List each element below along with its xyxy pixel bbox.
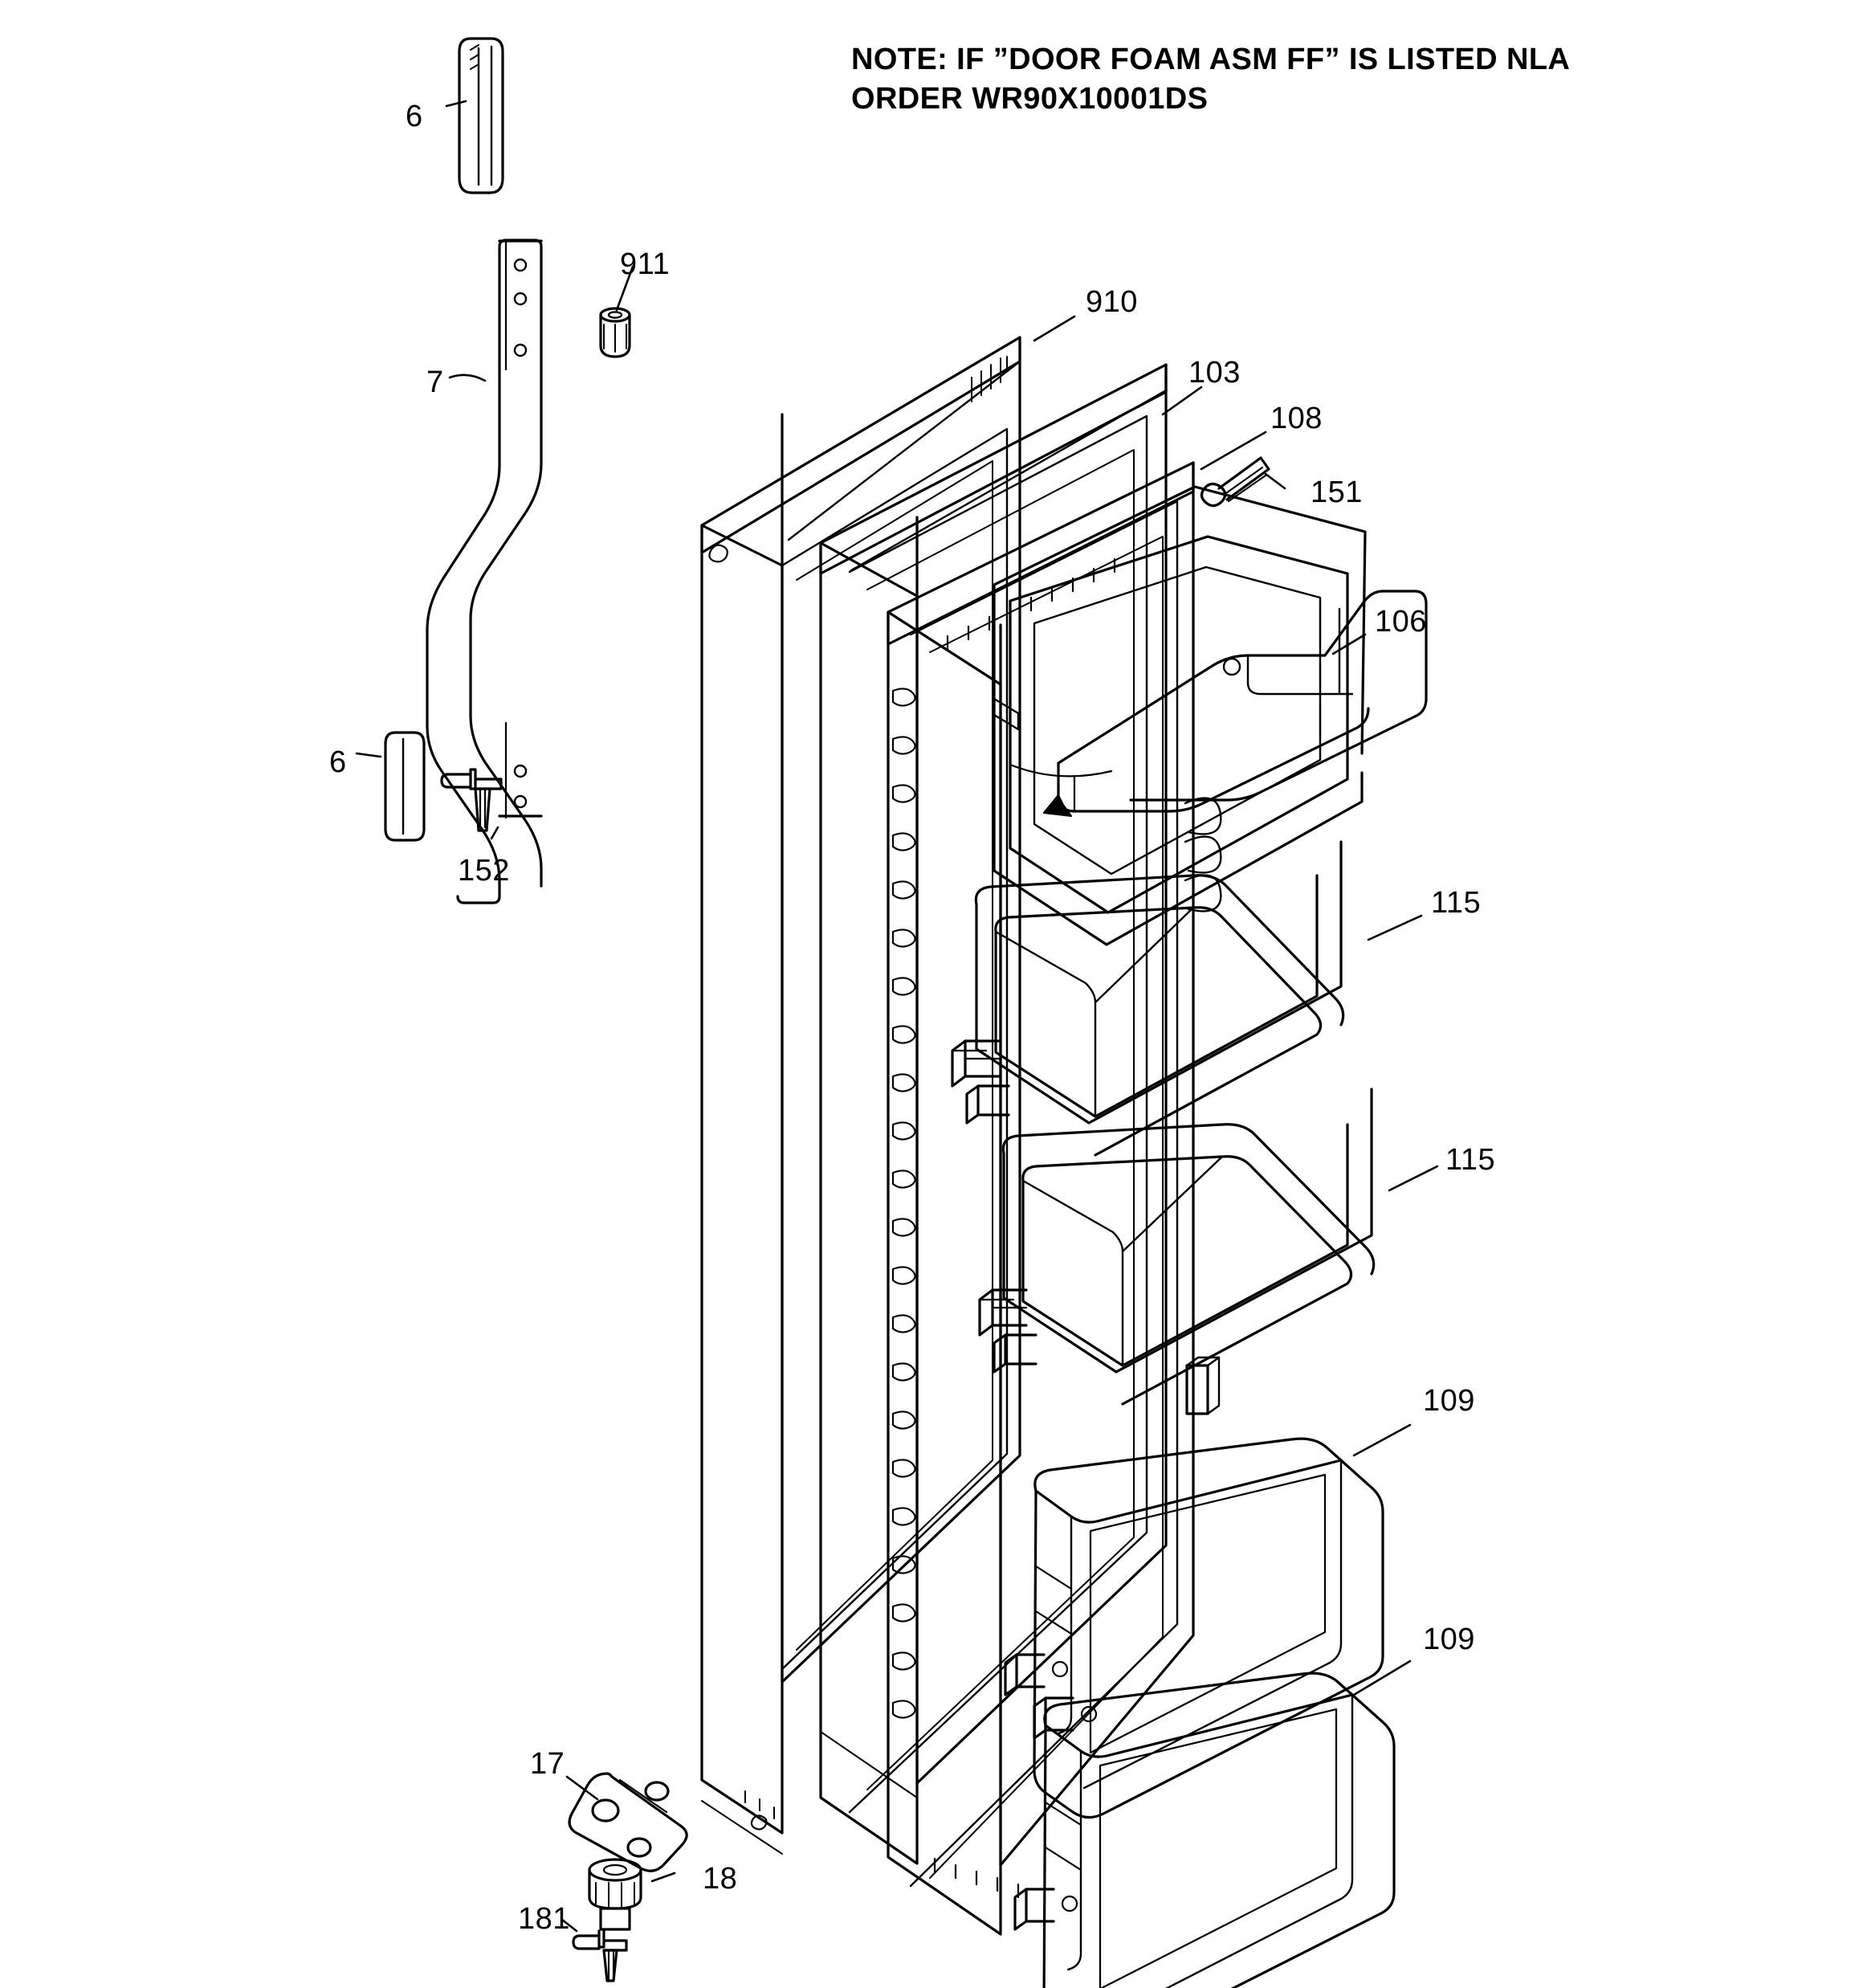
callout-910: 910	[1086, 285, 1138, 319]
callout-6-upper: 6	[406, 100, 423, 133]
callout-108: 108	[1270, 402, 1323, 435]
callout-17: 17	[530, 1747, 565, 1781]
callout-6-lower: 6	[329, 745, 347, 779]
part-18-hinge-pin	[589, 1859, 641, 1929]
callout-7: 7	[426, 365, 444, 399]
part-6-lower-trim-cap	[385, 733, 424, 840]
part-115-bin-upper	[952, 842, 1343, 1155]
callout-115-upper: 115	[1431, 886, 1482, 920]
part-17-hinge-bracket	[569, 1774, 687, 1871]
note-line-2: ORDER WR90X10001DS	[851, 81, 1209, 116]
liner-clip-mid	[1187, 1357, 1219, 1414]
part-181-screw	[573, 1931, 626, 1981]
note-line-1: NOTE: IF ”DOOR FOAM ASM FF” IS LISTED NLA	[851, 43, 1571, 76]
callout-115-middle: 115	[1445, 1143, 1496, 1177]
part-152-screw	[442, 769, 501, 831]
callout-109-bottom: 109	[1423, 1623, 1475, 1656]
callout-103: 103	[1188, 356, 1241, 390]
callout-109-lower: 109	[1423, 1384, 1475, 1418]
callout-151: 151	[1311, 476, 1363, 509]
callout-18: 18	[703, 1862, 738, 1896]
callout-152: 152	[458, 854, 510, 888]
callout-911: 911	[620, 247, 671, 281]
part-6-upper-trim-cap	[459, 39, 503, 193]
part-911-bushing	[601, 308, 630, 357]
diagram-note	[851, 40, 1570, 118]
callout-106: 106	[1375, 605, 1427, 639]
callout-181: 181	[518, 1902, 570, 1936]
